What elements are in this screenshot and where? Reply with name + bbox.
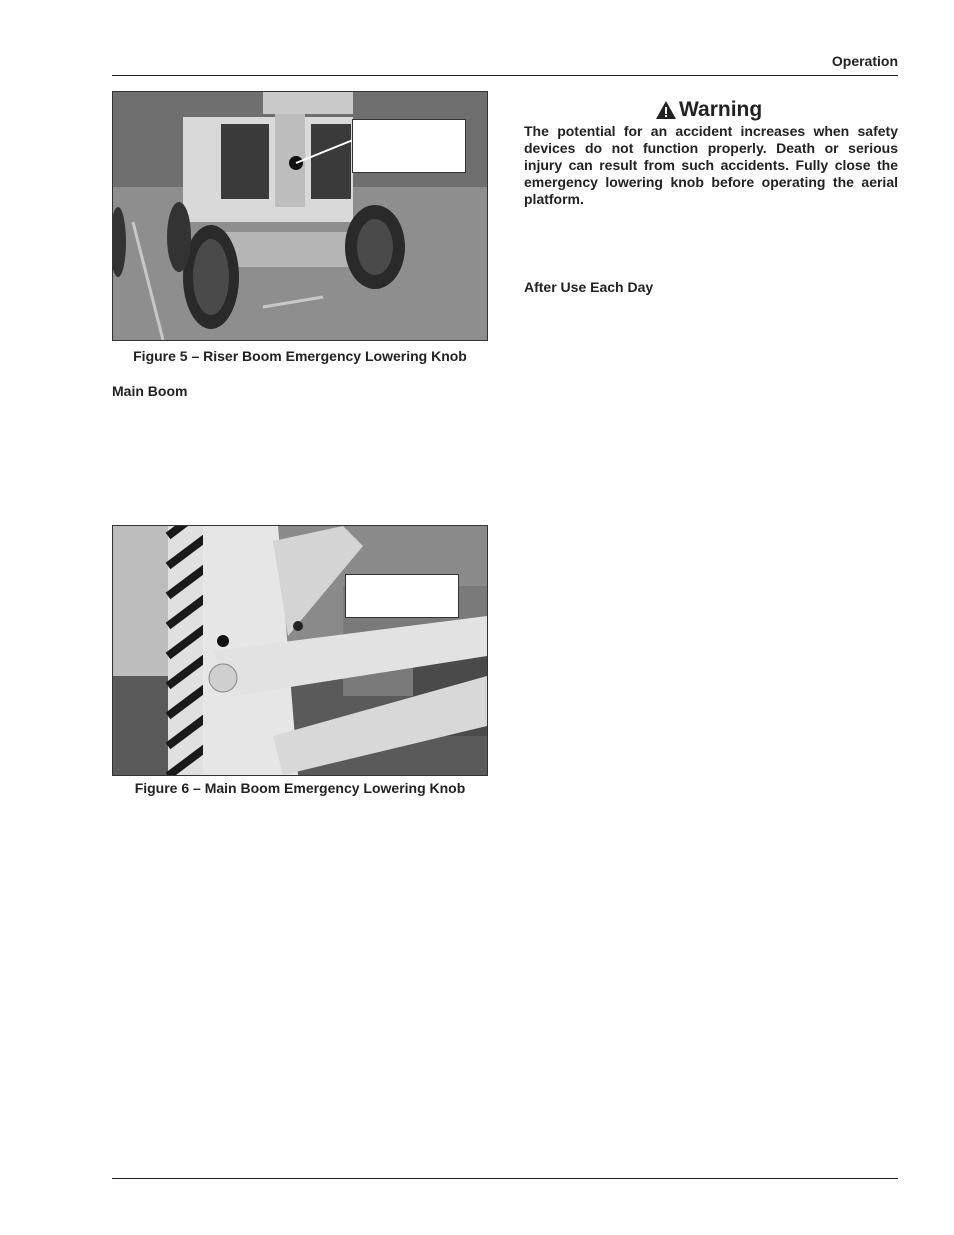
warning-triangle-icon [655,100,677,120]
section-label: Operation [831,53,898,69]
callout-box [345,574,459,618]
callout-box [352,119,466,173]
figure-5-caption: Figure 5 – Riser Boom Emergency Lowering Knob [133,348,467,364]
header-rule [112,75,898,76]
main-boom-photo [113,526,487,775]
main-boom-heading: Main Boom [112,383,188,399]
figure-6-photo [112,525,488,776]
warning-title [655,98,762,122]
footer-rule [112,1178,898,1179]
warning-title-text: Warning [679,98,763,121]
figure-5-photo [112,91,488,341]
figure-6-caption: Figure 6 – Main Boom Emergency Lowering Knob [134,780,466,796]
warning-body: The potential for an accident increases when safety devices do not function properly. Death or serious injury can result from such accidents. Fully close the emergency lowering knob before operating the aerial platform. [524,123,898,207]
after-use-heading: After Use Each Day [524,279,654,295]
